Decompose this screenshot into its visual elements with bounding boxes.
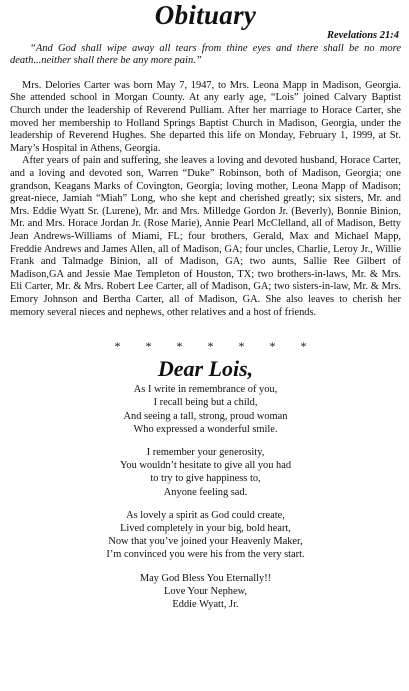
star-separator: * * * * * * *: [114, 339, 307, 354]
poem-line: I recall being but a child,: [153, 397, 258, 409]
poem-line: to try to give happiness to,: [150, 473, 261, 485]
poem-stanza: [10, 383, 401, 436]
poem-line: Lived completely in your big, bold heart,: [120, 522, 291, 534]
closing-line: Love Your Nephew,: [163, 585, 248, 597]
poem-stanza: [10, 446, 401, 499]
page-title: Obituary: [154, 0, 257, 30]
poem-line: You wouldn’t hesitate to give all you had: [119, 460, 292, 472]
survivors-paragraph: After years of pain and suffering, she leaves a loving and devoted husband, Horace Carter, and a loving and devoted son, Warren “Duke” Robinson, both of Madison, Georgia; one grandson, Keagans Marks of Covington, Georgia; loving mother, Leona Mapp of Madison; great-niece, Jamiah “Miah” Long, who she kept and cherished greatly; six sisters, Mr. and Mrs. Eddie Wyatt Sr. (Lurene), Mr. and Mrs. Milledge Gordon Jr. (Beverly), Bonnie Binion, Mr. and Mrs. Horace Jordan Jr. (Rose Marie), Annie Pearl McClelland, all of Madison, Betty Jean Andrews-Williams of Miami, FL; four brothers, Gerald, Max and Michael Mapp, Freddie Andrews and James Allen, all of Madison, GA; four uncles, Charlie, Leroy Jr., Willie Frank and Talmadge Binion, all of Madison, GA; two aunts, Sallie Ree Gilbert of Madison,GA and Jessie Mae Templeton of Houston, TX; two brothers-in-laws, Mr. & Mrs. Eli Carter, Mr. & Mrs. Robert Lee Carter, all of Madison, GA; two sisters-in-law, Mr. & Mrs. Emory Johnson and Bertha Carter, all of Madison, GA. She also leaves to cherish her memory several nieces and nephews, other relatives and a host of friends.: [10, 155, 401, 318]
biography-paragraph: Mrs. Delories Carter was born May 7, 1947, to Mrs. Leona Mapp in Madison, Georgia. She attended school in Morgan County. At any early age, “Lois” joined Calvary Baptist Church under the leadership of Reverend Pulliam. After her marriage to Horace Carter, she moved her membership to Holland Springs Baptist Church in Madison, Georgia, under the leadership of Reverend Hughes. She departed this life on Monday, February 1, 1999, at St. Mary’s Hospital in Athens, Georgia.: [10, 79, 401, 154]
poem-line: Anyone feeling sad.: [163, 486, 248, 498]
poem-line: Now that you’ve joined your Heavenly Maker,: [108, 536, 303, 548]
poem-line: Who expressed a wonderful smile.: [133, 423, 278, 435]
poem-stanza: [10, 509, 401, 562]
poem-line: I remember your generosity,: [146, 446, 265, 458]
poem-line: And seeing a tall, strong, proud woman: [123, 410, 288, 422]
letter-signoff: [10, 572, 401, 612]
blessing-line: May God Bless You Eternally!!: [139, 572, 272, 584]
poem: [10, 383, 401, 611]
scripture-quote: “And God shall wipe away all tears from thine eyes and there shall be no more death...neither shall there be any more pain.”: [10, 43, 401, 67]
signature-name: Eddie Wyatt, Jr.: [172, 598, 239, 610]
poem-line: As I write in remembrance of you,: [133, 384, 278, 396]
poem-line: I’m convinced you were his from the very start.: [106, 549, 305, 561]
poem-line: As lovely a spirit as God could create,: [126, 509, 285, 521]
scripture-reference: Revelations 21:4: [326, 30, 399, 41]
letter-heading: Dear Lois,: [157, 356, 254, 382]
